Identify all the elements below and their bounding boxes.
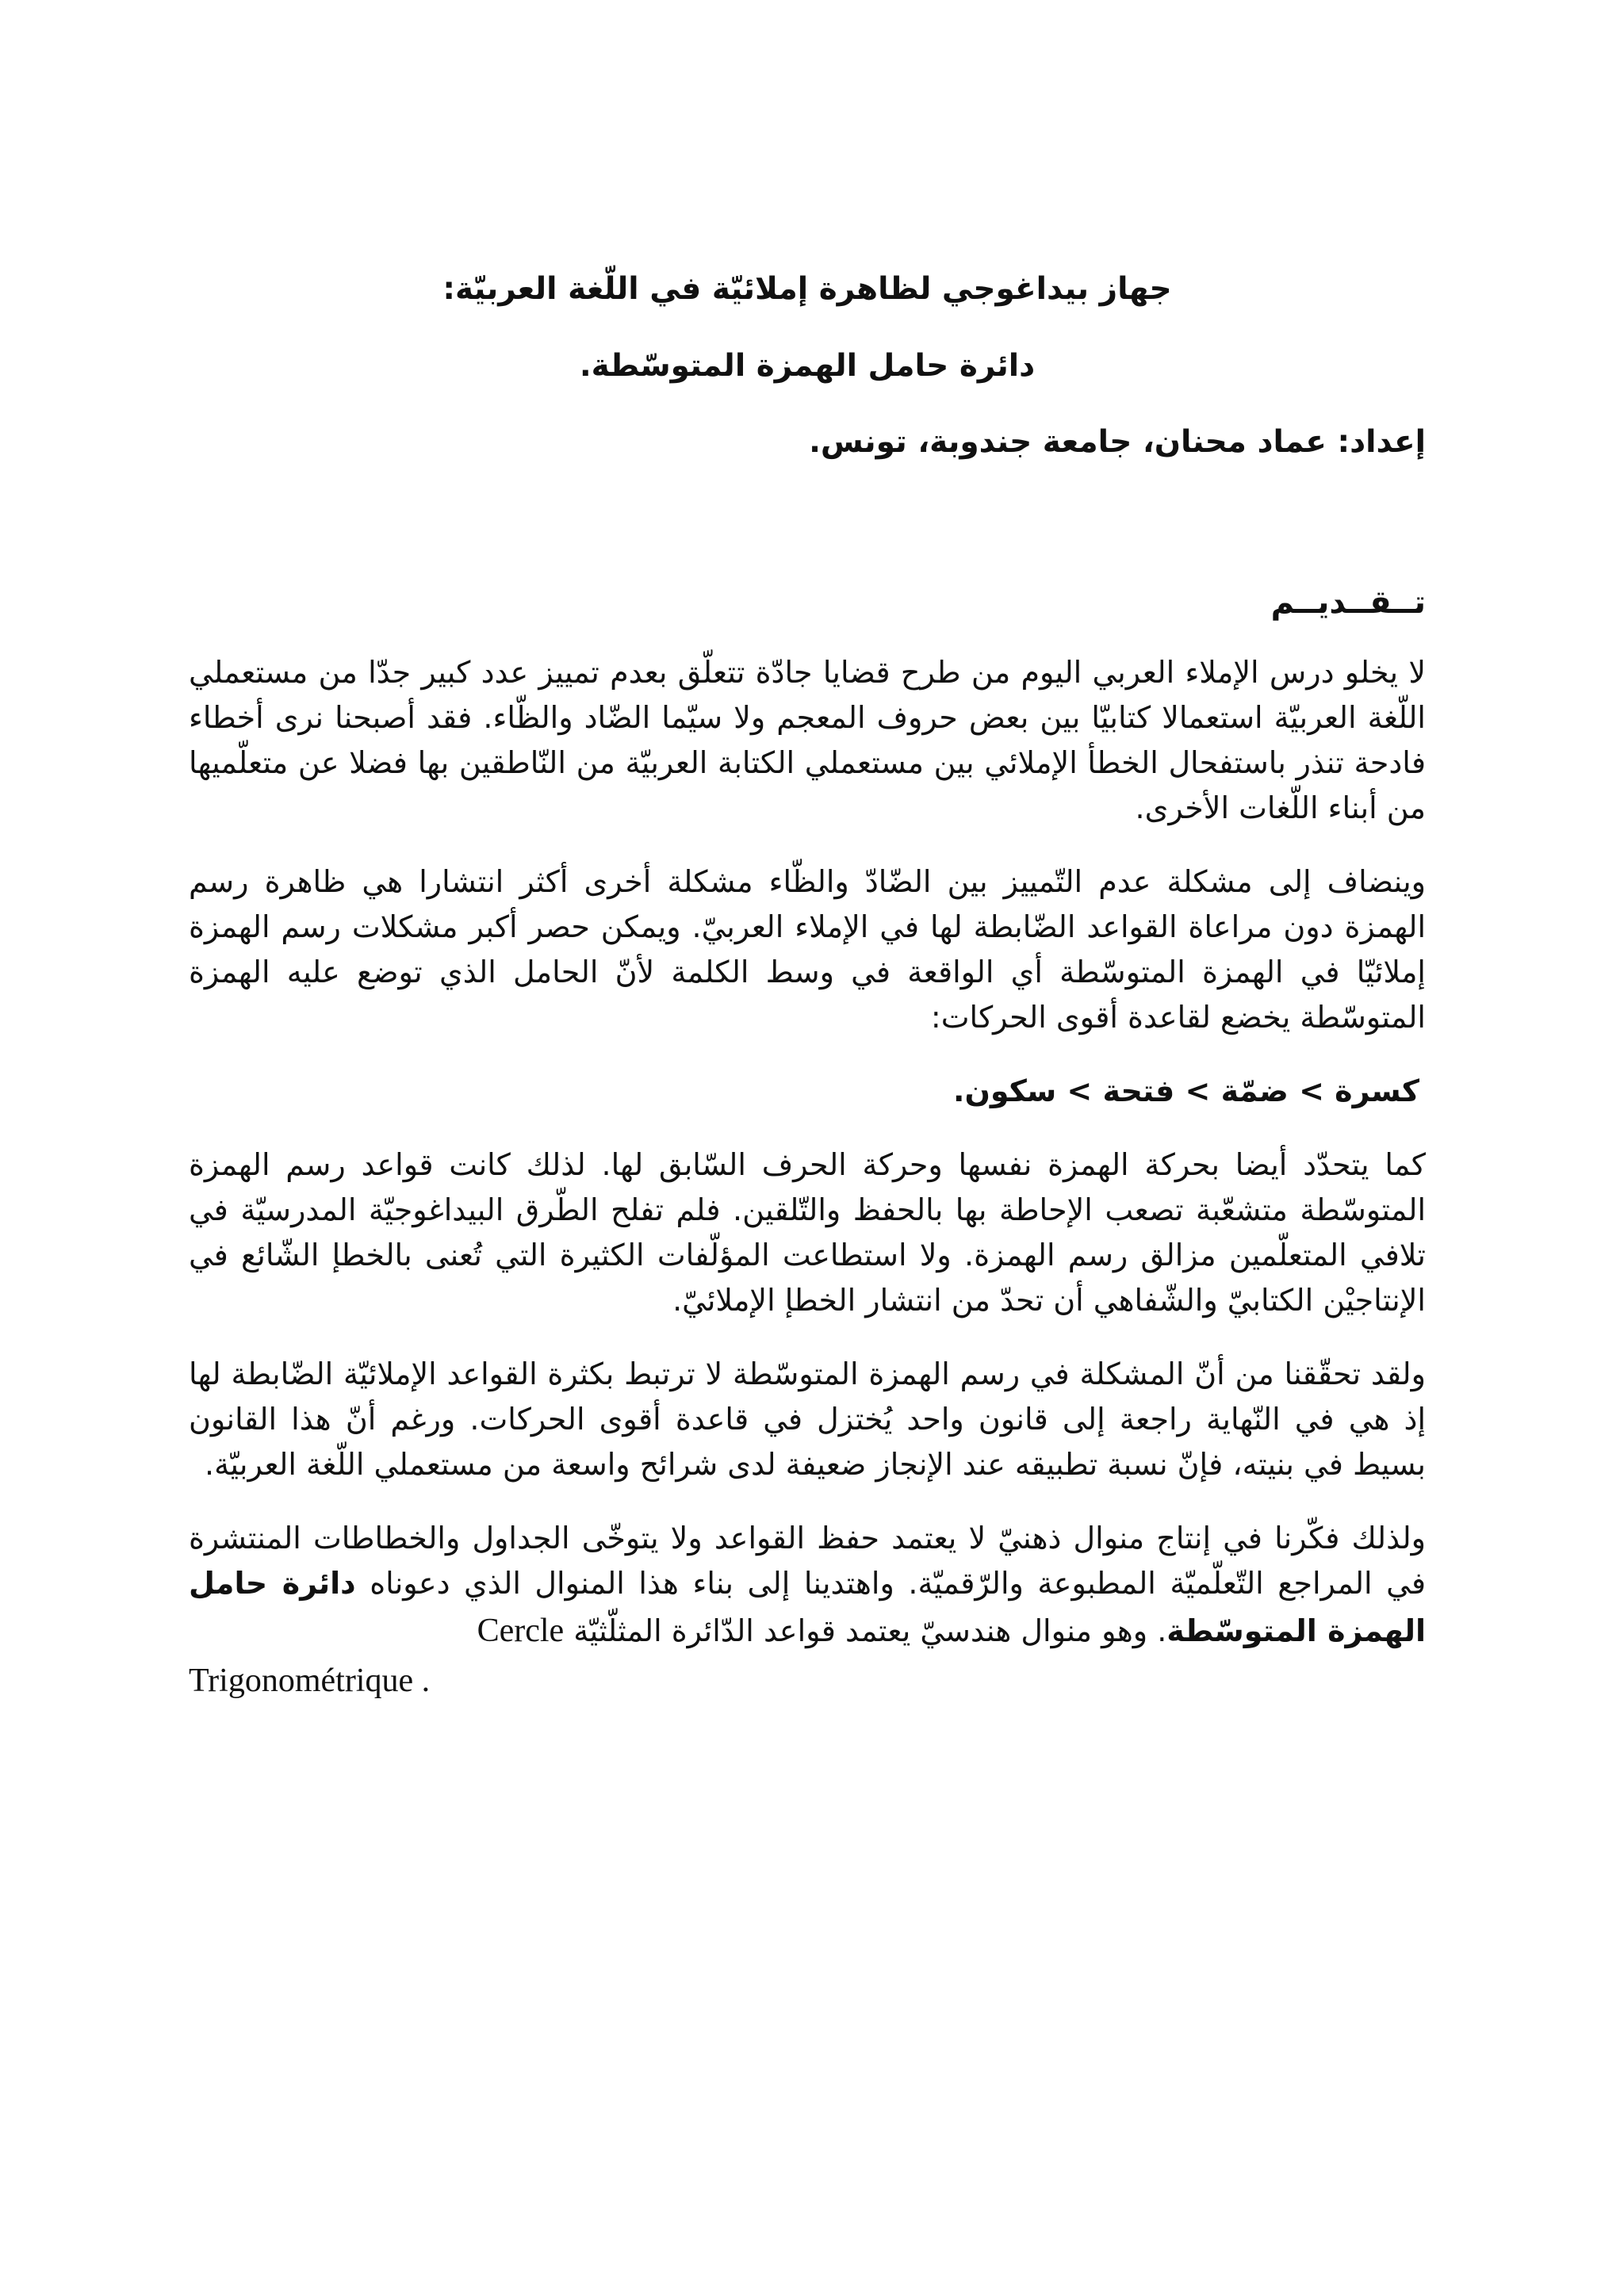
paragraph-3: كما يتحدّد أيضا بحركة الهمزة نفسها وحركة الحرف السّابق لها. لذلك كانت قواعد رسم الهمزة المتوسّطة متشعّبة تصعب الإحاطة بها بالحفظ والتّلقين. فلم تفلح الطّرق البيداغوجيّة المدرسيّة في تلافي المتعلّمين مزالق رسم الهمزة. ولا استطاعت المؤلّفات الكثيرة التي تُعنى بالخطإ الشّائع في الإنتاجيْن الكتابيّ والشّفاهي أن تحدّ من انتشار الخطإ الإملائيّ. bbox=[189, 1147, 1426, 1318]
paragraph-5-text-b: . وهو منوال هندسيّ يعتمد قواعد الدّائرة المثلّثيّة bbox=[564, 1613, 1167, 1649]
section-heading: تــقــديــم bbox=[1270, 584, 1426, 622]
vowel-strength-rule: كسرة > ضمّة > فتحة > سكون. bbox=[953, 1073, 1419, 1109]
bold-term: دائرة حامل الهمزة المتوسّطة bbox=[189, 1566, 1426, 1649]
paragraph-2: وينضاف إلى مشكلة عدم التّمييز بين الضّادّ والظّاء مشكلة أخرى أكثر انتشارا هي ظاهرة رسم الهمزة دون مراعاة القواعد الضّابطة لها في الإملاء العربيّ. ويمكن حصر أكبر مشكلات رسم الهمزة إملائيّا في الهمزة المتوسّطة أي الواقعة في وسط الكلمة لأنّ الحامل الذي توضع عليه الهمزة المتوسّطة يخضع لقاعدة أقوى الحركات: bbox=[189, 864, 1426, 1035]
document-title-line2: دائرة حامل الهمزة المتوسّطة. bbox=[579, 347, 1036, 384]
paragraph-4: ولقد تحقّقنا من أنّ المشكلة في رسم الهمزة المتوسّطة لا ترتبط بكثرة القواعد الإملائيّة الضّابطة لها إذ هي في النّهاية راجعة إلى قانون واحد يُختزل في قاعدة أقوى الحركات. ورغم أنّ هذا القانون بسيط في بنيته، فإنّ نسبة تطبيقه عند الإنجاز ضعيفة لدى شرائح واسعة من مستعملي اللّغة العربيّة. bbox=[189, 1357, 1426, 1483]
paragraph-5 bbox=[189, 1516, 1426, 1656]
author-line: إعداد: عماد محنان، جامعة جندوبة، تونس. bbox=[809, 424, 1426, 461]
latin-term-cercle: Cercle bbox=[477, 1613, 565, 1650]
paragraph-5-text-a: ولذلك فكّرنا في إنتاج منوال ذهنيّ لا يعتمد حفظ القواعد ولا يتوخّى الجداول والخطاطات المنتشرة في المراجع التّعلّميّة المطبوعة والرّقميّة. واهتدينا إلى بناء هذا المنوال الذي دعوناه bbox=[189, 1521, 1426, 1601]
latin-term-trigonometrique: Trigonométrique . bbox=[189, 1663, 431, 1700]
document-body bbox=[189, 270, 1426, 1706]
document-title-line1: جهاز بيداغوجي لظاهرة إملائيّة في اللّغة العربيّة: bbox=[442, 271, 1172, 307]
paragraph-1: لا يخلو درس الإملاء العربي اليوم من طرح قضايا جادّة تتعلّق بعدم تمييز عدد كبير جدّا من مستعملي اللّغة العربيّة استعمالا كتابيّا بين بعض حروف المعجم ولا سيّما الضّاد والظّاء. فقد أصبحنا نرى أخطاء فادحة تنذر باستفحال الخطأ الإملائي بين مستعملي الكتابة العربيّة من النّاطقين بها فضلا عن متعلّميها من أبناء اللّغات الأخرى. bbox=[189, 655, 1426, 826]
